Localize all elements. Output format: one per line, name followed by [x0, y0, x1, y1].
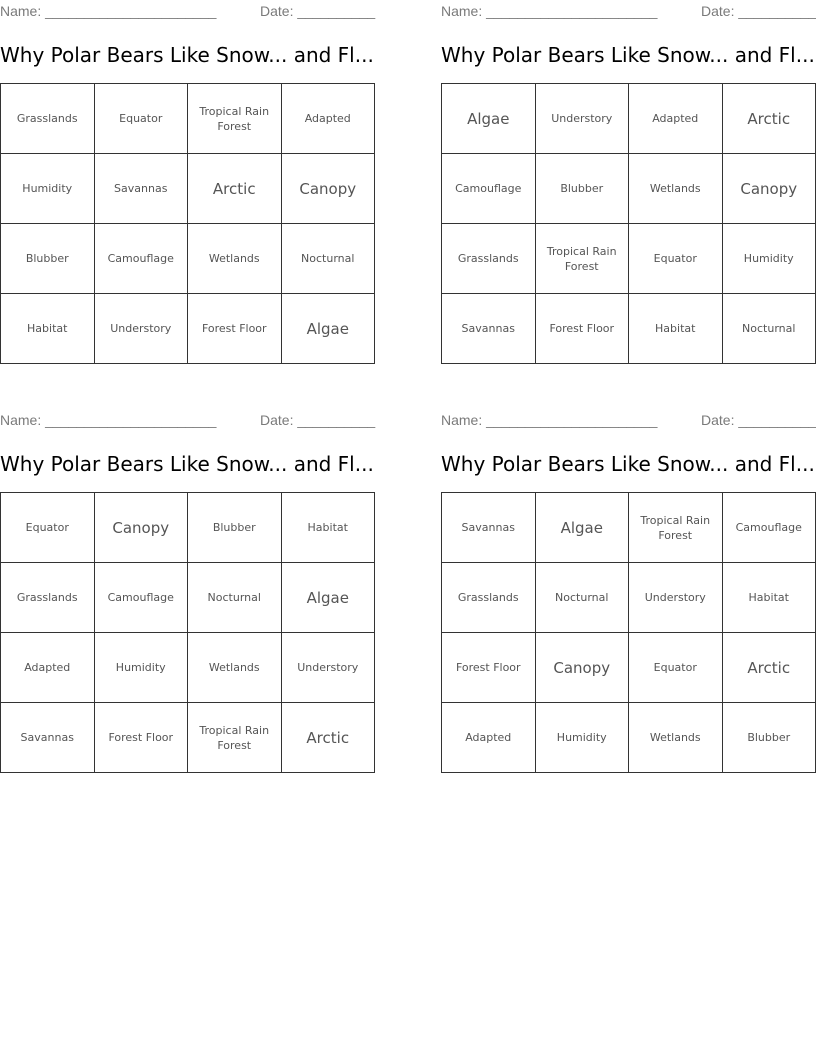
bingo-cell: Forest Floor: [442, 633, 536, 703]
bingo-cell: Nocturnal: [535, 563, 629, 633]
date-label: Date: __________: [701, 3, 816, 19]
bingo-cell: Algae: [535, 493, 629, 563]
bingo-cell: Blubber: [1, 224, 95, 294]
bingo-cell: Humidity: [535, 703, 629, 773]
bingo-cell: Blubber: [722, 703, 816, 773]
bingo-cell: Wetlands: [629, 703, 723, 773]
bingo-row: [1, 493, 375, 563]
bingo-cell: Canopy: [94, 493, 188, 563]
bingo-cell: Camouflage: [442, 154, 536, 224]
bingo-cell: Grasslands: [442, 563, 536, 633]
bingo-row: [1, 84, 375, 154]
bingo-cell: Camouflage: [94, 224, 188, 294]
bingo-row: [442, 294, 816, 364]
bingo-cell: Savannas: [1, 703, 95, 773]
name-date-row: [441, 409, 816, 431]
bingo-grid: [441, 83, 816, 364]
bingo-cell: Savannas: [442, 294, 536, 364]
bingo-row: [1, 633, 375, 703]
bingo-cell: Habitat: [1, 294, 95, 364]
bingo-cell: Camouflage: [722, 493, 816, 563]
bingo-row: [442, 563, 816, 633]
bingo-row: [1, 563, 375, 633]
bingo-cell: Humidity: [94, 633, 188, 703]
bingo-cell: Grasslands: [1, 84, 95, 154]
bingo-grid: [0, 492, 375, 773]
bingo-grid: [0, 83, 375, 364]
bingo-cell: Adapted: [281, 84, 375, 154]
bingo-cell: Grasslands: [442, 224, 536, 294]
date-label: Date: __________: [260, 3, 376, 19]
bingo-cell: Humidity: [722, 224, 816, 294]
bingo-cell: Wetlands: [188, 633, 282, 703]
bingo-row: [1, 703, 375, 773]
bingo-cell: Arctic: [722, 633, 816, 703]
bingo-row: [442, 224, 816, 294]
name-date-row: [0, 0, 375, 22]
bingo-cell: Forest Floor: [535, 294, 629, 364]
bingo-cell: Nocturnal: [722, 294, 816, 364]
bingo-grid: [441, 492, 816, 773]
bingo-cell: Tropical Rain Forest: [535, 224, 629, 294]
bingo-row: [442, 493, 816, 563]
bingo-cell: Forest Floor: [188, 294, 282, 364]
bingo-cell: Understory: [94, 294, 188, 364]
bingo-cell: Blubber: [535, 154, 629, 224]
bingo-cell: Grasslands: [1, 563, 95, 633]
bingo-cell: Equator: [1, 493, 95, 563]
bingo-cell: Tropical Rain Forest: [629, 493, 723, 563]
name-date-row: [0, 409, 375, 431]
date-label: Date: __________: [260, 412, 376, 428]
bingo-cell: Forest Floor: [94, 703, 188, 773]
bingo-cell: Tropical Rain Forest: [188, 84, 282, 154]
bingo-cell: Algae: [442, 84, 536, 154]
bingo-row: [1, 224, 375, 294]
bingo-row: [442, 84, 816, 154]
bingo-cell: Habitat: [629, 294, 723, 364]
bingo-cell: Nocturnal: [188, 563, 282, 633]
card-title: Why Polar Bears Like Snow... and Fl...: [441, 43, 815, 67]
bingo-row: [442, 703, 816, 773]
bingo-cell: Nocturnal: [281, 224, 375, 294]
bingo-cell: Equator: [94, 84, 188, 154]
bingo-row: [442, 633, 816, 703]
bingo-cell: Understory: [281, 633, 375, 703]
bingo-row: [442, 154, 816, 224]
bingo-cell: Blubber: [188, 493, 282, 563]
bingo-cell: Understory: [535, 84, 629, 154]
bingo-cell: Adapted: [442, 703, 536, 773]
bingo-cell: Arctic: [722, 84, 816, 154]
bingo-row: [1, 294, 375, 364]
bingo-cell: Habitat: [722, 563, 816, 633]
bingo-cell: Canopy: [281, 154, 375, 224]
card-title: Why Polar Bears Like Snow... and Fl...: [0, 43, 374, 67]
bingo-row: [1, 154, 375, 224]
bingo-cell: Savannas: [94, 154, 188, 224]
name-label: Name: ______________________: [441, 412, 658, 428]
bingo-cell: Arctic: [281, 703, 375, 773]
date-label: Date: __________: [701, 412, 816, 428]
bingo-cell: Arctic: [188, 154, 282, 224]
bingo-cell: Canopy: [722, 154, 816, 224]
card-title: Why Polar Bears Like Snow... and Fl...: [0, 452, 374, 476]
bingo-cell: Equator: [629, 224, 723, 294]
bingo-cell: Camouflage: [94, 563, 188, 633]
bingo-cell: Wetlands: [188, 224, 282, 294]
bingo-cell: Algae: [281, 294, 375, 364]
bingo-cell: Canopy: [535, 633, 629, 703]
bingo-cell: Understory: [629, 563, 723, 633]
bingo-cell: Humidity: [1, 154, 95, 224]
name-label: Name: ______________________: [0, 412, 217, 428]
bingo-cell: Adapted: [629, 84, 723, 154]
bingo-cell: Adapted: [1, 633, 95, 703]
bingo-cell: Equator: [629, 633, 723, 703]
bingo-cell: Habitat: [281, 493, 375, 563]
name-label: Name: ______________________: [0, 3, 217, 19]
name-date-row: [441, 0, 816, 22]
card-title: Why Polar Bears Like Snow... and Fl...: [441, 452, 815, 476]
bingo-cell: Savannas: [442, 493, 536, 563]
bingo-cell: Tropical Rain Forest: [188, 703, 282, 773]
name-label: Name: ______________________: [441, 3, 658, 19]
bingo-cell: Wetlands: [629, 154, 723, 224]
bingo-cell: Algae: [281, 563, 375, 633]
